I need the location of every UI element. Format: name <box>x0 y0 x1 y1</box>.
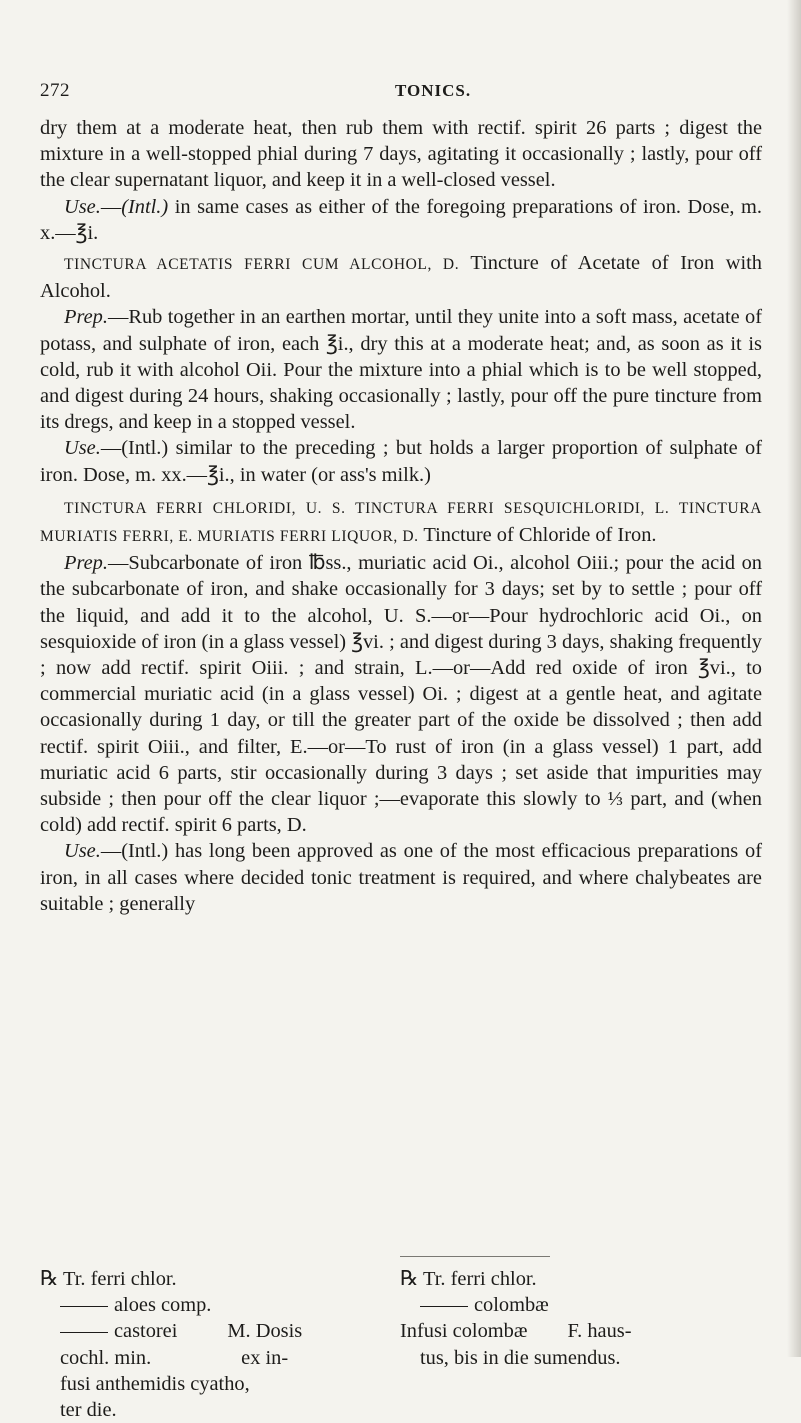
use-text: in same cases as either of the foregoing preparations of iron. Dose, m. x.—℥i. <box>40 195 762 244</box>
prep-label: Prep. <box>64 552 108 575</box>
rx-line: ℞ Tr. ferri chlor. <box>40 1268 177 1290</box>
page-header <box>40 78 762 108</box>
prescription-left <box>40 1266 370 1423</box>
latin-title: TINCTURA ACETATIS FERRI CUM ALCOHOL, D. <box>64 256 460 274</box>
prep-text: —Subcarbonate of iron ℔ss., muriatic acid Oi., alcohol Oiii.; pour the acid on the subcarbonate of iron, and shake occasionally for 3 days; set by to settle ; pour off the liquid, and add it to the alcohol, U. S.—or—Pour hydrochloric acid Oi., on sesquioxide of iron (in a glass vessel) ℥vi. ; and digest during 3 days, shaking frequently ; now add rectif. spirit Oiii. ; and strain, L.—or—Add red oxide of iron ℥vi., to commercial muriatic acid (in a glass vessel) Oi. ; digest at a gentle heat, and agitate occasionally during 1 day, or till the greater part of the oxide be dissolved ; then add rectif. spirit Oiii., and filter, E.—or—To rust of iron (in a glass vessel) 1 part, add muriatic acid 6 parts, stir occasionally during 3 days ; set aside that impurities may subside ; then pour off the clear liquor ;—evaporate this slowly to ⅓ part, and (when cold) add rectif. spirit 6 parts, D. <box>40 552 762 837</box>
rx-line: fusi anthemidis cyatho, <box>60 1372 250 1395</box>
section-heading-chloride <box>40 494 762 550</box>
running-head: TONICS. <box>395 81 472 100</box>
use-paragraph-3 <box>40 838 762 917</box>
latin-title: TINCTURA FERRI CHLORIDI, U. S. TINCTURA FERRI SESQUICHLORIDI, L. TINCTURA MURIATIS FERRI, E. MURIATIS FERRI LIQUOR, D. <box>40 499 762 546</box>
page-number: 272 <box>40 80 70 101</box>
prescription-right <box>400 1266 762 1371</box>
divider-rule <box>400 1256 550 1257</box>
rx-line: aloes comp. <box>40 1292 370 1318</box>
rx-line: ℞ Tr. ferri chlor. <box>400 1268 537 1290</box>
rx-line: colombæ <box>400 1292 762 1318</box>
rx-line: Infusi colombæ F. haus- <box>400 1320 632 1343</box>
use-label: Use. <box>64 437 101 460</box>
use-paragraph-1: Use.—(Intl.) in same cases as either of the foregoing preparations of iron. Dose, m. x.—℥i. <box>40 195 762 244</box>
use-label: Use. <box>64 840 101 863</box>
english-title: Tincture of Acetate of Iron with Alcohol. <box>40 252 762 303</box>
rx-line: ter die. <box>60 1399 117 1422</box>
page-edge-shadow <box>787 0 801 1357</box>
prep-paragraph-3 <box>40 550 762 838</box>
use-paragraph-2 <box>40 435 762 487</box>
section-heading-acetate <box>40 250 762 304</box>
rx-line: castorei M. Dosis <box>40 1318 370 1344</box>
use-label: Use. <box>64 195 101 218</box>
ditto-dash <box>60 1332 108 1333</box>
prep-text: —Rub together in an earthen mortar, until they unite into a soft mass, acetate of potass, and sulphate of iron, each ℥i., dry this at a moderate heat; and, as soon as it is cold, rub it with alcohol Oii. Pour the mixture into a phial which is to be well stopped, and digest during 24 hours, shaking occasionally ; lastly, pour off the pure tincture from its dregs, and keep in a stopped vessel. <box>40 306 762 434</box>
prep-label: Prep. <box>64 306 108 329</box>
prep-paragraph-2 <box>40 304 762 435</box>
rx-line: cochl. min. ex in- <box>60 1346 289 1369</box>
ditto-dash <box>420 1306 468 1307</box>
use-text: —(Intl.) has long been approved as one of the most efficacious preparations of iron, in all cases where decided tonic treatment is required, and where chalybeates are suitable ; generally <box>40 840 762 915</box>
page-body <box>40 115 762 917</box>
intl-label: (Intl.) <box>121 195 169 218</box>
rx-line: tus, bis in die sumendus. <box>420 1346 621 1369</box>
english-title: Tincture of Chloride of Iron. <box>423 524 657 547</box>
use-text: —(Intl.) similar to the preceding ; but holds a larger proportion of sulphate of iron. Dose, m. xx.—℥i., in water (or ass's milk.) <box>40 437 762 486</box>
ditto-dash <box>60 1306 108 1307</box>
paragraph-continued: dry them at a moderate heat, then rub them with rectif. spirit 26 parts ; digest the mixture in a well-stopped phial during 7 days, agitating it occasionally ; lastly, pour off the clear supernatant liquor, and keep it in a well-closed vessel. <box>40 117 762 192</box>
